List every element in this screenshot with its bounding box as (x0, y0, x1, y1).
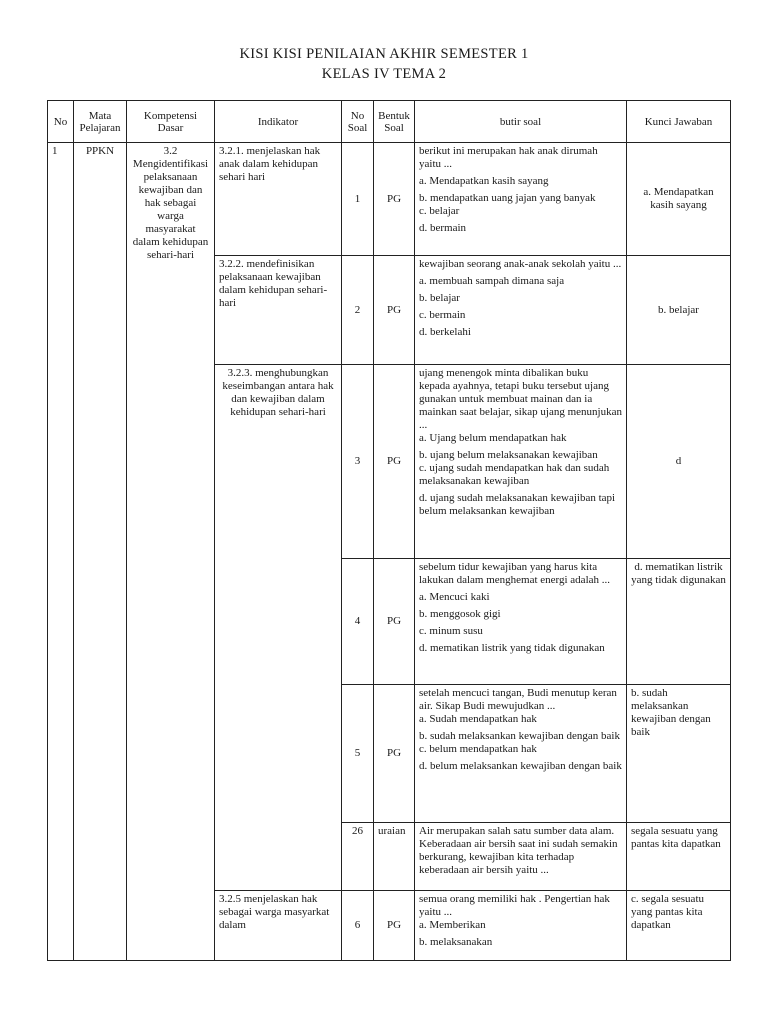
header-row (48, 101, 731, 143)
soal-option: b. melaksanakan (419, 936, 493, 948)
kisi-kisi-table (47, 100, 731, 961)
kunci-jawaban: b. sudah melaksankan kewajiban dengan baik (627, 685, 731, 823)
soal-option: c. ujang sudah mendapatkan hak dan sudah melaksanakan kewajiban (419, 462, 610, 487)
soal-option: c. minum susu (419, 625, 483, 637)
soal-option: d. ujang sudah melaksanakan kewajiban tapi belum melaksankan kewajiban (419, 492, 616, 517)
soal-option: b. ujang belum melaksanakan kewajiban (419, 449, 598, 461)
butir-soal (415, 143, 627, 256)
mata-pelajaran: PPKN (74, 143, 127, 961)
kunci-jawaban: b. belajar (627, 256, 731, 365)
soal-option: d. mematikan listrik yang tidak digunakan (419, 642, 605, 654)
kunci-jawaban: a. Mendapatkan kasih sayang (627, 143, 731, 256)
soal-stem: ujang menengok minta dibalikan buku kepada ayahnya, tetapi buku tersebut ujang gunakan untuk membuat mainan dan ia mainkan saat belajar, sikap ujang menunjukan ... (419, 367, 622, 431)
soal-stem: semua orang memiliki hak . Pengertian hak yaitu ... (419, 893, 610, 918)
row-number: 1 (48, 143, 74, 961)
bentuk-soal: PG (374, 891, 415, 961)
bentuk-soal: PG (374, 143, 415, 256)
soal-option: b. menggosok gigi (419, 608, 501, 620)
bentuk-soal: uraian (374, 823, 415, 891)
soal-stem: sebelum tidur kewajiban yang harus kita lakukan dalam menghemat energi adalah ... (419, 561, 611, 586)
no-soal: 4 (342, 559, 374, 685)
butir-soal (415, 891, 627, 961)
no-soal: 1 (342, 143, 374, 256)
soal-option: a. Memberikan (419, 919, 486, 931)
soal-stem: Air merupakan salah satu sumber data alam. Keberadaan air bersih saat ini sudah semakin berkurang, kewajiban kita terhadap keberadaan air bersih yaitu ... (419, 825, 618, 876)
indikator: 3.2.5 menjelaskan hak sebagai warga masyarkat dalam (215, 891, 342, 961)
soal-stem: berikut ini merupakan hak anak dirumah yaitu ... (419, 145, 598, 170)
soal-option: b. sudah melaksankan kewajiban dengan baik (419, 730, 620, 742)
no-soal: 26 (342, 823, 374, 891)
soal-option: a. Mendapatkan kasih sayang (419, 175, 549, 187)
kunci-jawaban: segala sesuatu yang pantas kita dapatkan (627, 823, 731, 891)
header-no-soal: No Soal (342, 101, 374, 143)
document-subtitle: KELAS IV TEMA 2 (321, 66, 447, 82)
indikator: 3.2.2. mendefinisikan pelaksanaan kewajiban dalam kehidupan sehari-hari (215, 256, 342, 365)
soal-option: c. belajar (419, 205, 460, 217)
soal-option: d. bermain (419, 222, 467, 234)
header-kd: Kompetensi Dasar (127, 101, 215, 143)
soal-option: d. berkelahi (419, 326, 471, 338)
indikator: 3.2.3. menghubungkan keseimbangan antara hak dan kewajiban dalam kehidupan sehari-hari (215, 365, 342, 891)
soal-option: c. belum mendapatkan hak (419, 743, 537, 755)
butir-soal (415, 365, 627, 559)
header-butir: butir soal (415, 101, 627, 143)
bentuk-soal: PG (374, 559, 415, 685)
bentuk-soal: PG (374, 685, 415, 823)
soal-option: a. Mencuci kaki (419, 591, 490, 603)
soal-option: d. belum melaksankan kewajiban dengan baik (419, 760, 622, 772)
butir-soal (415, 559, 627, 685)
kompetensi-dasar: 3.2 Mengidentifikasi pelaksanaan kewajiban dan hak sebagai warga masyarakat dalam kehidupan sehari-hari (127, 143, 215, 961)
document-title: KISI KISI PENILAIAN AKHIR SEMESTER 1 (239, 46, 529, 62)
soal-stem: setelah mencuci tangan, Budi menutup keran air. Sikap Budi mewujudkan ... (419, 687, 617, 712)
soal-option: a. membuah sampah dimana saja (419, 275, 565, 287)
soal-option: a. Sudah mendapatkan hak (419, 713, 537, 725)
soal-option: c. bermain (419, 309, 466, 321)
soal-stem: kewajiban seorang anak-anak sekolah yaitu ... (419, 258, 622, 270)
header-indikator: Indikator (215, 101, 342, 143)
butir-soal (415, 823, 627, 891)
bentuk-soal: PG (374, 365, 415, 559)
butir-soal (415, 685, 627, 823)
bentuk-soal: PG (374, 256, 415, 365)
no-soal: 2 (342, 256, 374, 365)
soal-option: b. belajar (419, 292, 460, 304)
butir-soal (415, 256, 627, 365)
table-row (48, 143, 731, 256)
kunci-jawaban: d (627, 365, 731, 559)
soal-option: a. Ujang belum mendapatkan hak (419, 432, 567, 444)
no-soal: 5 (342, 685, 374, 823)
soal-option: b. mendapatkan uang jajan yang banyak (419, 192, 596, 204)
header-no: No (48, 101, 74, 143)
header-bentuk: Bentuk Soal (374, 101, 415, 143)
header-kunci: Kunci Jawaban (627, 101, 731, 143)
indikator: 3.2.1. menjelaskan hak anak dalam kehidupan sehari hari (215, 143, 342, 256)
header-mapel: Mata Pelajaran (74, 101, 127, 143)
no-soal: 6 (342, 891, 374, 961)
no-soal: 3 (342, 365, 374, 559)
kunci-jawaban: d. mematikan listrik yang tidak digunakan (627, 559, 731, 685)
kunci-jawaban: c. segala sesuatu yang pantas kita dapatkan (627, 891, 731, 961)
